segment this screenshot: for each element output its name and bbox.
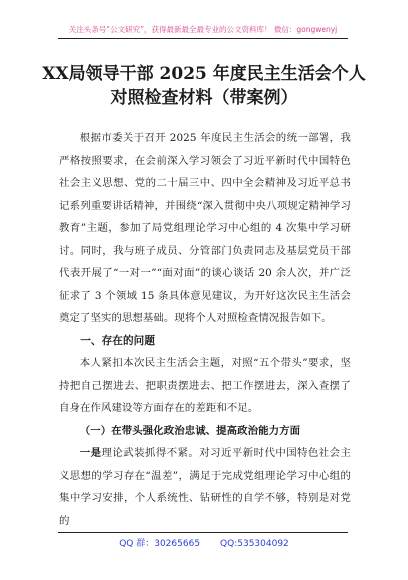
paragraph-text: 理论武装抓得不紧。对习近平新时代中国特色社会主义思想的学习存在“温差”，满足于完成党组理论学习中心组的集中学习安排，个人系统性、钻研性的自学不够，特别是对党的: [59, 447, 351, 527]
section-heading: 一、存在的问题: [80, 334, 156, 347]
header-divider: [58, 38, 348, 39]
header-banner: 关注头条号“公文研究”，获得最新最全最专业的公文资料库！ 微信：gongwenyj: [68, 25, 338, 34]
footer: [0, 536, 408, 549]
footer-qq-group: QQ 群：30265665: [119, 539, 201, 549]
footer-divider: [58, 532, 348, 533]
document-body: [59, 127, 351, 532]
footer-qq-number: QQ:535304092: [220, 539, 289, 549]
document-title: [40, 62, 368, 110]
title-line-2: 对照检查材料（带案例）: [110, 88, 298, 108]
title-line-1: XX局领导干部 2025 年度民主生活会个人: [42, 64, 366, 84]
subsection-paragraph: [59, 442, 351, 532]
paragraph-lead: 一是: [79, 447, 102, 459]
subsection-heading: （一）在带头强化政治忠诚、提高政治能力方面: [79, 424, 301, 437]
intro-paragraph: 根据市委关于召开 2025 年度民主生活会的统一部署，我严格按照要求，在会前深入学习领会了习近平新时代中国特色社会主义思想、党的二十届三中、四中全会精神及习近平总书记系列重要讲话精神，并围绕“深入贯彻中央八项规定精神学习教育”主题，参加了局党组理论学习中心组的 4 次集中学习研讨。同时，我与班子成员、分管部门负责同志及基层党员干部代表开展了“一对一”“面对面”的谈心谈话 20 余人次，并广泛征求了 3 个领域 15 条具体意见建议，为开好这次民主生活会奠定了坚实的思想基础。现将个人对照检查情况报告如下。: [59, 132, 351, 324]
section-paragraph: 本人紧扣本次民主生活会主题，对照“五个带头”要求，坚持把自己摆进去、把职责摆进去、把工作摆进去，深入查摆了自身在作风建设等方面存在的差距和不足。: [59, 357, 351, 414]
